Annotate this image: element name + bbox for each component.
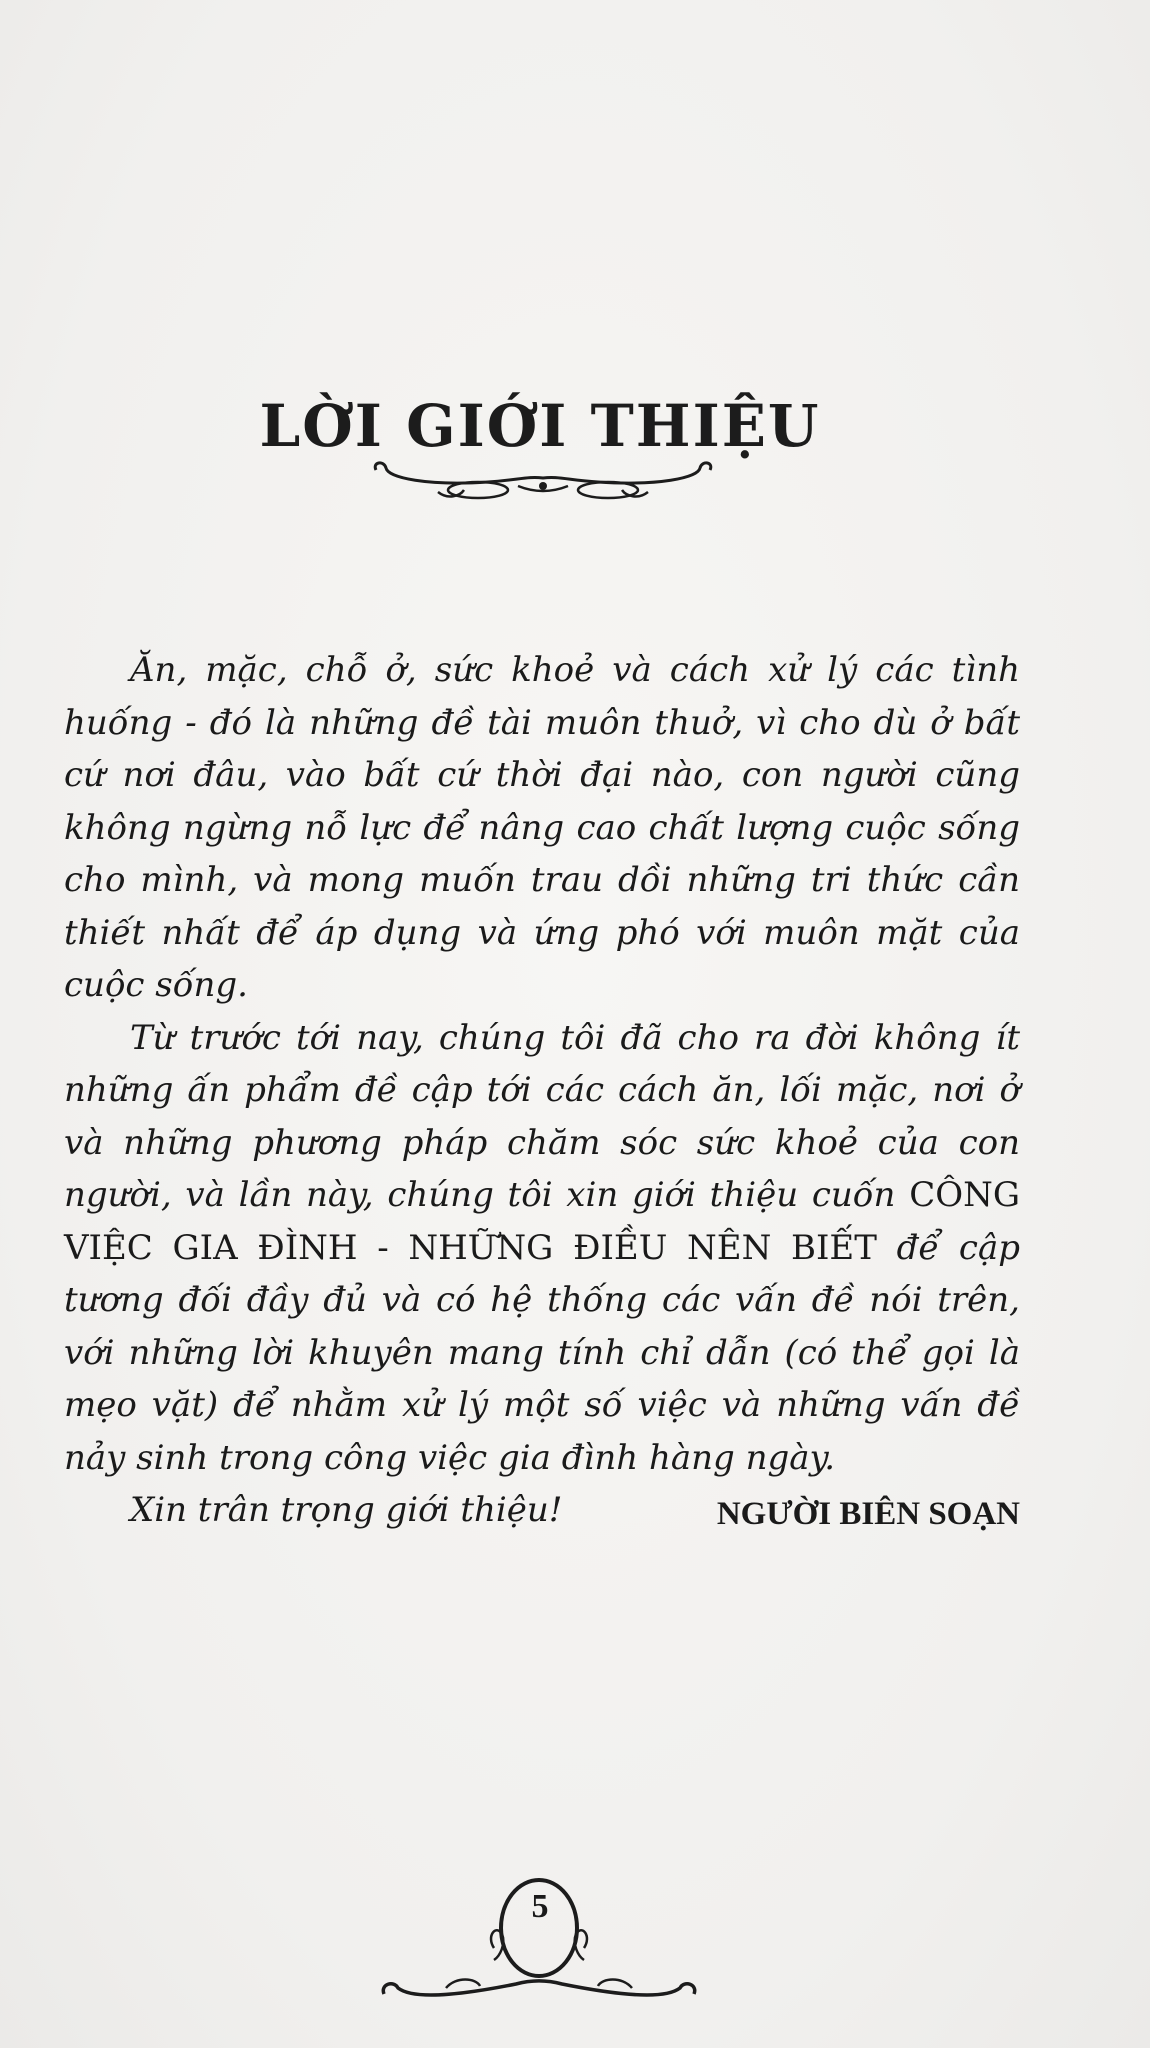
page-number: 5 [531,1888,549,1925]
title-flourish-ornament [368,456,718,504]
paragraph-2 [64,1012,1020,1485]
page-title: LỜI GIỚI THIỆU [259,392,821,460]
paragraph-2-text-start: Từ trước tới nay, chúng tôi đã cho ra đời không ít những ấn phẩm đề cập tới các cách ăn, lối mặc, nơi ở và những phương pháp chăm sóc sức khoẻ của con người, và lần này, chúng tôi xin giới thiệu cuốn [64,1017,1020,1215]
paragraph-2-text-end: để cập tương đối đầy đủ và có hệ thống các vấn đề nói trên, với những lời khuyên mang tính chỉ dẫn (có thể gọi là mẹo vặt) để nhằm xử lý một số việc và những vấn đề nảy sinh trong công việc gia đình hàng ngày. [64,1227,1021,1478]
introduction-body [64,644,1020,1537]
book-title: CÔNG VIỆC GIA ĐÌNH - NHỮNG ĐIỀU NÊN BIẾT [64,1175,1020,1268]
paragraph-3: Xin trân trọng giới thiệu! [130,1490,563,1530]
paragraph-1: Ăn, mặc, chỗ ở, sức khoẻ và cách xử lý các tình huống - đó là những đề tài muôn thuở, vì cho dù ở bất cứ nơi đâu, vào bất cứ thời đại nào, con người cũng không ngừng nỗ lực để nâng cao chất lượng cuộc sống cho mình, và mong muốn trau dồi những tri thức cần thiết nhất để áp dụng và ứng phó với muôn mặt của cuộc sống. [64,650,1020,1005]
signature: NGƯỜI BIÊN SOẠN [716,1496,1020,1532]
